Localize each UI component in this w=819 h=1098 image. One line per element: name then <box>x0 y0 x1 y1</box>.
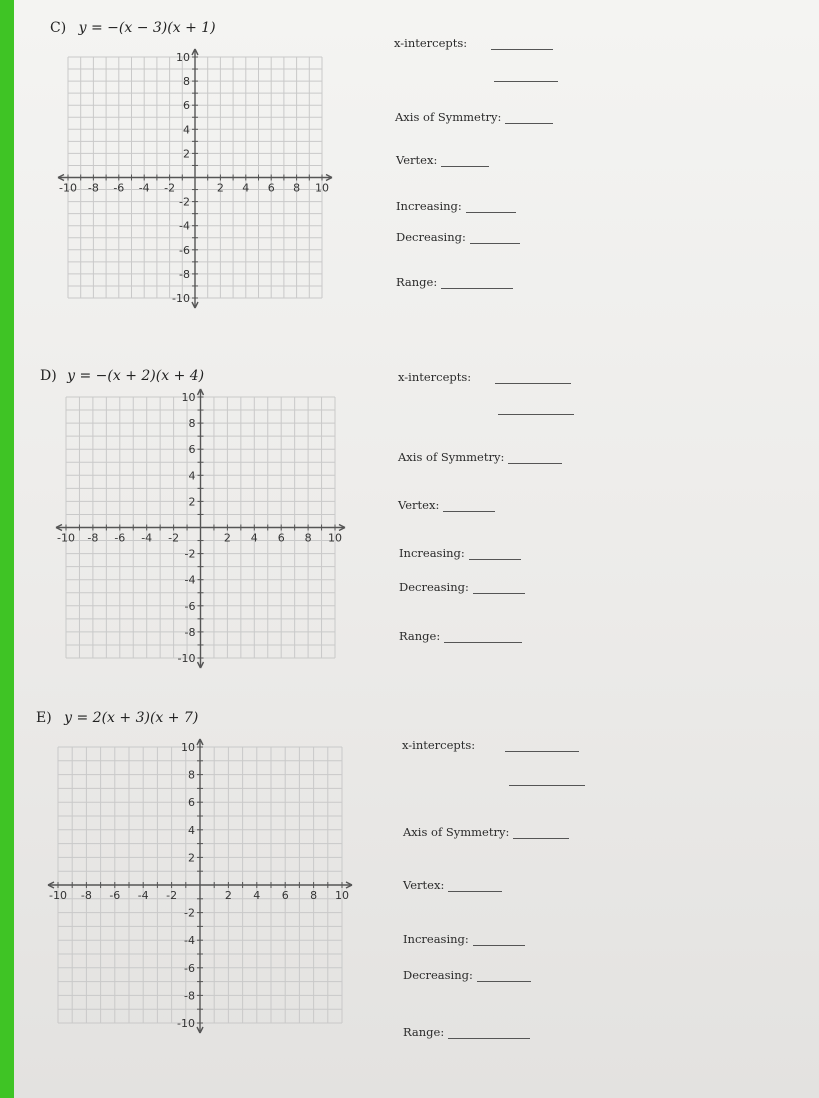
problem-e-range <box>403 1025 530 1039</box>
problem-e-range-blank[interactable] <box>448 1027 530 1039</box>
problem-d-increasing-blank[interactable] <box>469 548 521 560</box>
problem-d-x-intercepts <box>398 370 571 384</box>
problem-d-range-blank[interactable] <box>444 631 522 643</box>
problem-d-x-intercepts-label: x-intercepts: <box>398 370 472 384</box>
y-tick-label: 6 <box>183 99 190 113</box>
problem-e-increasing-blank[interactable] <box>473 934 525 946</box>
problem-d-graph <box>52 385 357 680</box>
problem-d-x-intercepts-blank-2[interactable] <box>498 413 574 415</box>
y-tick-label: -4 <box>179 219 190 233</box>
y-tick-label: -4 <box>184 573 196 587</box>
x-tick-label: -6 <box>109 889 121 902</box>
problem-e-decreasing-label: Decreasing: <box>403 968 473 982</box>
x-tick-label: 8 <box>293 181 301 195</box>
x-tick-label: 2 <box>216 181 224 195</box>
problem-c-increasing-label: Increasing: <box>396 199 462 213</box>
x-tick-label: 6 <box>281 889 289 902</box>
y-tick-label: 8 <box>183 75 190 89</box>
problem-c-decreasing-label: Decreasing: <box>396 230 466 244</box>
problem-d-equation: y = −(x + 2)(x + 4) <box>67 368 205 384</box>
x-tick-label: -8 <box>80 889 92 902</box>
x-tick-label: -6 <box>113 181 125 195</box>
problem-d-increasing <box>399 546 521 560</box>
problem-d-decreasing-blank[interactable] <box>473 582 525 594</box>
problem-e-range-label: Range: <box>403 1025 445 1039</box>
y-tick-label: 6 <box>188 443 196 457</box>
x-tick-label: 10 <box>328 531 342 545</box>
problem-e-axis-of-symmetry-label: Axis of Symmetry: <box>403 825 510 839</box>
problem-e-vertex-blank[interactable] <box>448 880 502 892</box>
y-tick-label: -4 <box>184 934 195 948</box>
problem-c-letter: C) <box>50 20 67 36</box>
problem-e-increasing <box>403 932 525 946</box>
problem-d-decreasing-label: Decreasing: <box>399 580 469 594</box>
problem-c-vertex-label: Vertex: <box>396 153 438 167</box>
y-tick-label: -8 <box>179 267 190 281</box>
y-tick-label: -6 <box>184 961 195 975</box>
y-tick-label: -8 <box>184 625 196 639</box>
worksheet-page <box>14 0 819 1098</box>
y-tick-label: 8 <box>188 417 196 431</box>
x-tick-label: 6 <box>277 531 285 545</box>
y-tick-label: -6 <box>184 599 196 613</box>
problem-c-axis-of-symmetry-label: Axis of Symmetry: <box>395 110 502 124</box>
x-tick-label: -8 <box>87 531 99 545</box>
x-tick-label: 8 <box>310 889 318 902</box>
problem-e-x-intercepts-blank-2[interactable] <box>509 784 585 786</box>
y-tick-label: 4 <box>188 823 195 837</box>
y-tick-label: 2 <box>183 147 190 161</box>
x-tick-label: 4 <box>250 531 258 545</box>
y-tick-label: -10 <box>177 1017 195 1030</box>
problem-d-equation-row <box>40 368 204 384</box>
x-tick-label: 2 <box>223 531 231 545</box>
problem-d-vertex <box>398 498 495 512</box>
y-tick-label: -2 <box>179 195 190 209</box>
problem-e-decreasing-blank[interactable] <box>477 970 531 982</box>
y-tick-label: 10 <box>181 391 196 404</box>
problem-d-increasing-label: Increasing: <box>399 546 465 560</box>
y-tick-label: -2 <box>184 906 195 920</box>
x-tick-label: -10 <box>59 181 77 195</box>
x-tick-label: -2 <box>164 181 176 195</box>
problem-d-vertex-blank[interactable] <box>443 500 495 512</box>
x-tick-label: -10 <box>49 889 67 902</box>
x-tick-label: 4 <box>242 181 250 195</box>
problem-c-x-intercepts-label: x-intercepts: <box>394 36 468 50</box>
x-tick-label: -4 <box>138 181 150 195</box>
problem-e-x-intercepts-label: x-intercepts: <box>402 738 476 752</box>
problem-e-vertex <box>403 878 502 892</box>
y-tick-label: 4 <box>188 469 196 483</box>
problem-d-vertex-label: Vertex: <box>398 498 440 512</box>
problem-d-axis-of-symmetry <box>398 450 562 464</box>
y-tick-label: -10 <box>177 652 196 665</box>
y-tick-label: 6 <box>188 796 195 810</box>
problem-d-range <box>399 629 522 643</box>
green-background-strip <box>0 0 14 1098</box>
x-tick-label: 4 <box>253 889 261 902</box>
x-tick-label: -4 <box>137 889 149 902</box>
problem-e-equation-row <box>36 710 198 726</box>
problem-d-letter: D) <box>40 368 57 384</box>
y-tick-label: 10 <box>176 51 190 64</box>
y-tick-label: 2 <box>188 495 196 509</box>
problem-e-increasing-label: Increasing: <box>403 932 469 946</box>
x-tick-label: -2 <box>166 889 178 902</box>
y-tick-label: -2 <box>184 547 196 561</box>
y-tick-label: 8 <box>188 768 195 782</box>
y-tick-label: -10 <box>172 292 190 305</box>
problem-d-axis-of-symmetry-label: Axis of Symmetry: <box>398 450 505 464</box>
problem-e-graph <box>44 735 364 1045</box>
problem-e-axis-of-symmetry-blank[interactable] <box>513 827 569 839</box>
x-tick-label: -2 <box>168 531 180 545</box>
problem-e-letter: E) <box>36 710 52 726</box>
problem-e-vertex-label: Vertex: <box>403 878 445 892</box>
problem-e-equation: y = 2(x + 3)(x + 7) <box>64 710 199 726</box>
problem-d-axis-of-symmetry-blank[interactable] <box>508 452 562 464</box>
problem-e-x-intercepts <box>402 738 579 752</box>
y-tick-label: -8 <box>184 989 195 1003</box>
problem-e-x-intercepts-blank-1[interactable] <box>505 740 579 752</box>
x-tick-label: 10 <box>335 889 349 902</box>
problem-d-x-intercepts-blank-1[interactable] <box>495 372 571 384</box>
x-tick-label: -4 <box>141 531 153 545</box>
problem-e-axis-of-symmetry <box>403 825 569 839</box>
x-tick-label: -8 <box>87 181 99 195</box>
problem-e-decreasing <box>403 968 531 982</box>
x-tick-label: 10 <box>315 181 329 195</box>
y-tick-label: -6 <box>179 243 190 257</box>
problem-c-range-label: Range: <box>396 275 438 289</box>
problem-d-decreasing <box>399 580 525 594</box>
x-tick-label: 2 <box>224 889 232 902</box>
y-tick-label: 2 <box>188 851 195 865</box>
x-tick-label: -10 <box>57 531 75 545</box>
y-tick-label: 4 <box>183 123 190 137</box>
y-tick-label: 10 <box>181 741 195 754</box>
x-tick-label: 6 <box>267 181 275 195</box>
x-tick-label: -6 <box>114 531 126 545</box>
x-tick-label: 8 <box>304 531 312 545</box>
problem-c-equation: y = −(x − 3)(x + 1) <box>78 20 216 36</box>
problem-d-range-label: Range: <box>399 629 441 643</box>
